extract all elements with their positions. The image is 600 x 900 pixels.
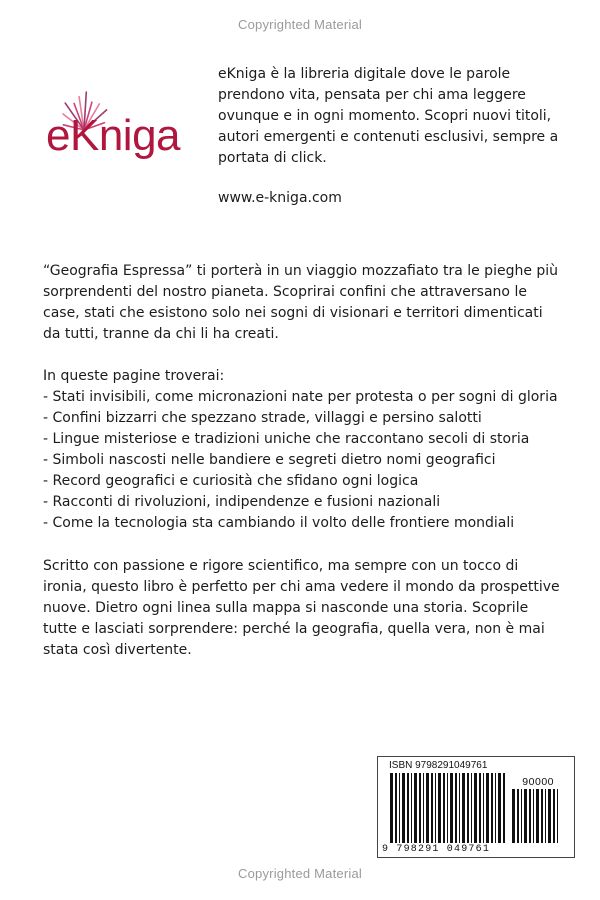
watermark-bottom: Copyrighted Material (238, 866, 362, 881)
logo-wordmark: eKniga (46, 111, 181, 160)
list-item: - Record geografici e curiosità che sfidano ogni logica (43, 473, 419, 489)
list-item: - Come la tecnologia sta cambiando il volto delle frontiere mondiali (43, 515, 515, 531)
isbn-barcode (377, 756, 575, 858)
publisher-url: www.e-kniga.com (218, 190, 342, 206)
watermark-top: Copyrighted Material (238, 17, 362, 32)
list-item: - Stati invisibili, come micronazioni nate per protesta o per sogni di gloria (43, 389, 558, 405)
feature-list (43, 387, 583, 534)
list-item: - Lingue misteriose e tradizioni uniche che raccontano secoli di storia (43, 431, 530, 447)
list-item: - Confini bizzarri che spezzano strade, villaggi e persino salotti (43, 410, 482, 426)
description-closing: Scritto con passione e rigore scientifico, ma sempre con un tocco di ironia, questo libro è perfetto per chi ama vedere il mondo da prospettive nuove. Dietro ogni linea sulla mappa si nasconde una storia. Scoprile tutte e lasciati sorprendere: perché la geografia, quella vera, non è mai stata così divertente. (43, 558, 560, 658)
barcode-digits: 9 798291 049761 (382, 844, 491, 855)
barcode-bars (378, 757, 574, 857)
list-item: - Simboli nascosti nelle bandiere e segreti dietro nomi geografici (43, 452, 496, 468)
list-heading: In queste pagine troverai: (43, 368, 225, 384)
price-code: 90000 (522, 776, 554, 788)
isbn-label: ISBN 9798291049761 (389, 760, 488, 771)
publisher-blurb: eKniga è la libreria digitale dove le parole prendono vita, pensata per chi ama leggere ovunque e in ogni momento. Scopri nuovi titoli, autori emergenti e contenuti esclusivi, sempre a portata di click. (218, 66, 559, 166)
description-intro: “Geografia Espressa” ti porterà in un viaggio mozzafiato tra le pieghe più sorprendenti del nostro pianeta. Scoprirai confini che attraversano le case, stati che esistono solo nei sogni di visionari e territori dimenticati da tutti, tranne da chi li ha creati. (43, 263, 559, 342)
ekniga-logo (44, 82, 194, 192)
list-item: - Racconti di rivoluzioni, indipendenze e fusioni nazionali (43, 494, 441, 510)
